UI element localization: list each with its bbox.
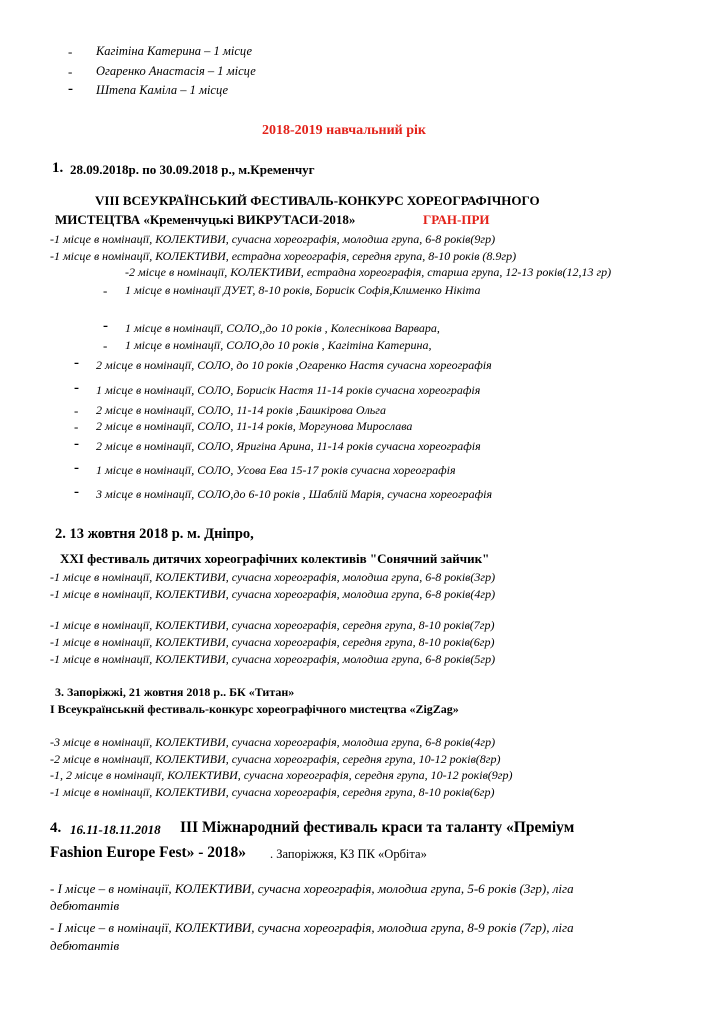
section-4-title-line-1: ІІІ Міжнародний фестиваль краси та таланту «Преміум [180,819,575,836]
section-4-title-line-2: Fashion Europe Fest» - 2018» [50,844,247,861]
result-line: -1 місце в номінації, КОЛЕКТИВИ, сучасна хореографія, молодша група, 6-8 років(9гр) [50,232,496,246]
result-line: -1, 2 місце в номінації, КОЛЕКТИВИ, сучасна хореографія, середня група, 10-12 років(9гр) [50,768,513,782]
list-item: 2 місце в номінації, СОЛО, Яригіна Арина, 11-14 років сучасна хореографія [96,439,481,453]
result-line: -1 місце в номінації, КОЛЕКТИВИ, сучасна хореографія, середня група, 8-10 років(7гр) [50,618,495,632]
list-item: 1 місце в номінації, СОЛО, Борисік Настя 11-14 років сучасна хореографія [96,383,481,397]
list-item: 2 місце в номінації, СОЛО, до 10 років ,Огаренко Настя сучасна хореографія [96,358,492,372]
list-item: 1 місце в номінації, СОЛО,,до 10 років , Колеснікова Варвара, [125,321,440,335]
list-item: Штепа Каміла – 1 місце [96,83,229,97]
grand-prix-label: ГРАН-ПРИ [423,212,490,227]
result-line: -2 місце в номінації, КОЛЕКТИВИ, сучасна хореографія, середня група, 10-12 років(8гр) [50,752,501,766]
list-bullet: - [74,403,79,418]
list-bullet: - [74,436,79,452]
result-line: -1 місце в номінації, КОЛЕКТИВИ, сучасна хореографія, середня група, 8-10 років(6гр) [50,785,495,799]
list-bullet: - [74,355,79,371]
section-2-subtitle: XXI фестиваль дитячих хореографічних колективів "Сонячний зайчик" [60,551,490,566]
section-4-number: 4. [50,820,62,836]
list-item: 2 місце в номінації, СОЛО, 11-14 років ,Башкірова Ольга [96,403,386,417]
list-item: 1 місце в номінації ДУЕТ, 8-10 років, Борисік Софія,Клименко Нікіта [125,283,481,297]
result-line: -1 місце в номінації, КОЛЕКТИВИ, сучасна хореографія, молодша група, 6-8 років(4гр) [50,587,496,601]
result-line: -3 місце в номінації, КОЛЕКТИВИ, сучасна хореографія, молодша група, 6-8 років(4гр) [50,735,496,749]
result-line: -1 місце в номінації, КОЛЕКТИВИ, сучасна хореографія, молодша група, 6-8 років(3гр) [50,570,496,584]
list-bullet: - [103,283,108,298]
section-1-title-line-2: МИСТЕЦТВА «Кременчуцькі ВИКРУТАСИ-2018» [55,212,356,227]
result-line: -1 місце в номінації, КОЛЕКТИВИ, сучасна хореографія, молодша група, 6-8 років(5гр) [50,652,496,666]
list-bullet: - [68,81,73,97]
year-heading: 2018-2019 навчальний рік [262,123,426,138]
section-2-heading: 2. 13 жовтня 2018 р. м. Дніпро, [55,526,254,542]
list-bullet: - [74,484,79,500]
list-bullet: - [74,380,79,396]
list-bullet: - [103,318,108,334]
list-item: Огаренко Анастасія – 1 місце [96,64,256,78]
section-1-date: 28.09.2018р. по 30.09.2018 р., м.Кременчуг [70,162,315,177]
list-bullet: - [74,419,79,434]
section-3-heading: 3. Запоріжжі, 21 жовтня 2018 р.. БК «Титан» [55,685,295,699]
section-3-subtitle: І Всеукраїнськнй фестиваль-конкурс хореографічного мистецтва «ZigZag» [50,702,459,716]
result-line-cont: дебютантів [50,938,120,953]
result-line: - І місце – в номінації, КОЛЕКТИВИ, сучасна хореографія, молодша група, 8-9 років (7гр), ліга [50,920,574,935]
list-bullet: - [68,44,73,59]
result-line: - І місце – в номінації, КОЛЕКТИВИ, сучасна хореографія, молодша група, 5-6 років (3гр), ліга [50,881,574,896]
result-line: -1 місце в номінації, КОЛЕКТИВИ, естрадна хореографія, середня група, 8-10 років (8.9гр) [50,249,517,263]
list-item: 3 місце в номінації, СОЛО,до 6-10 років , Шаблій Марія, сучасна хореографія [96,487,493,501]
result-line-cont: дебютантів [50,898,120,913]
section-4-date: 16.11-18.11.2018 [70,822,161,837]
section-1-title-line-1: VIII ВСЕУКРАЇНСЬКИЙ ФЕСТИВАЛЬ-КОНКУРС ХОРЕОГРАФІЧНОГО [95,193,540,208]
list-item: Кагітіна Катерина – 1 місце [96,44,253,58]
result-line: -1 місце в номінації, КОЛЕКТИВИ, сучасна хореографія, середня група, 8-10 років(6гр) [50,635,495,649]
result-line: -2 місце в номінації, КОЛЕКТИВИ, естрадна хореографія, старша група, 12-13 років(12,13 гр) [125,265,612,279]
list-bullet: - [68,64,73,79]
list-bullet: - [74,460,79,476]
section-1-number: 1. [52,160,64,176]
list-item: 2 місце в номінації, СОЛО, 11-14 років, Моргунова Мирослава [96,419,413,433]
list-item: 1 місце в номінації, СОЛО, Усова Ева 15-17 років сучасна хореографія [96,463,456,477]
section-4-place: . Запоріжжя, КЗ ПК «Орбіта» [270,847,427,861]
list-item: 1 місце в номінації, СОЛО,до 10 років , Кагітіна Катерина, [125,338,432,352]
list-bullet: - [103,338,108,353]
